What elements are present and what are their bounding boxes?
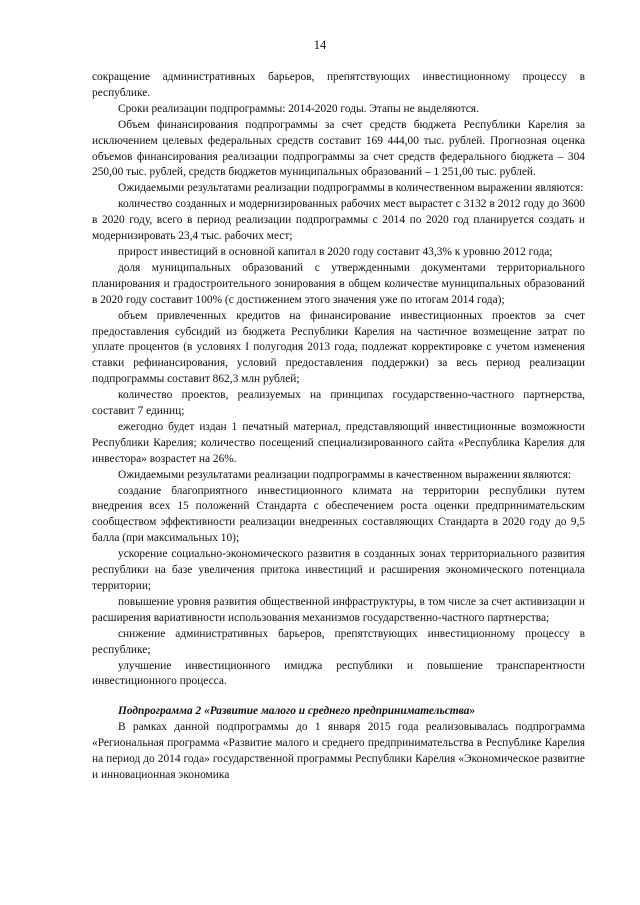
paragraph: количество проектов, реализуемых на принципах государственно-частного партнерства, составит 7 единиц;	[92, 389, 585, 418]
paragraph: Ожидаемыми результатами реализации подпрограммы в количественном выражении являются:	[118, 182, 584, 195]
section-heading: Подпрограмма 2 «Развитие малого и среднего предпринимательства»	[118, 705, 476, 718]
paragraph: повышение уровня развития общественной инфраструктуры, в том числе за счет активизации и расширения вариативности использования механизмов государственно-частного партнерства;	[92, 595, 585, 624]
paragraph: улучшение инвестиционного имиджа республики и повышение транспарентности инвестиционного процесса.	[92, 659, 585, 688]
paragraph: создание благоприятного инвестиционного климата на территории республики путем внедрения всех 15 положений Стандарта с обеспечением роста оценки предпринимательским сообществом эффективности реализации внедренных составляющих Стандарта в 2020 году до 9,5 балла (при максимальных 10);	[92, 484, 585, 545]
paragraph: ежегодно будет издан 1 печатный материал, представляющий инвестиционные возможности Республики Карелия; количество посещений специализированного сайта «Республика Карелия для инвестора» возрастет на 26%.	[92, 420, 585, 465]
paragraph: ускорение социально-экономического развития в созданных зонах территориального развития республики на базе увеличения притока инвестиций и расширения экономического потенциала территории;	[92, 548, 585, 592]
paragraph: Ожидаемыми результатами реализации подпрограммы в качественном выражении являются:	[118, 468, 572, 481]
paragraph: снижение административных барьеров, препятствующих инвестиционному процессу в республике;	[92, 627, 585, 656]
paragraph: Сроки реализации подпрограммы: 2014-2020 годы. Этапы не выделяются.	[118, 102, 479, 115]
paragraph: объем привлеченных кредитов на финансирование инвестиционных проектов за счет предоставления субсидий из бюджета Республики Карелия на частичное возмещение затрат по уплате процентов (в условиях I полугодия 2013 года, подлежат корректировке с учетом изменения ставки рефинансирования, условий предоставления поддержки) за весь период реализации подпрограммы составит 862,3 млн рублей;	[92, 309, 585, 386]
section-paragraph: В рамках данной подпрограммы до 1 января 2015 года реализовывалась подпрограмма «Региональная программа «Развитие малого и среднего предпринимательства в Республике Карелия на период до 2014 года» государственной программы Республики Карелия «Экономическое развитие и инновационная экономика	[92, 721, 585, 781]
paragraph: сокращение административных барьеров, препятствующих инвестиционному процессу в республике.	[92, 71, 585, 99]
paragraph: доля муниципальных образований с утвержденными документами территориального планирования и градостроительного зонирования в общем количестве муниципальных образований в 2020 году составит 100% (с достижением этого значения уже по итогам 2014 года);	[92, 261, 585, 306]
paragraph: количество созданных и модернизированных рабочих мест вырастет с 3132 в 2012 году до 3600 в 2020 году, всего в период реализации подпрограммы с 2014 по 2020 год планируется создать и модернизировать 23,4 тыс. рабочих мест;	[92, 198, 585, 243]
paragraph: Объем финансирования подпрограммы за счет средств бюджета Республики Карелия за исключением целевых федеральных средств составит 169 444,00 тыс. рублей. Прогнозная оценка объемов финансирования реализации подпрограммы за счет средств федерального бюджета – 304 250,00 тыс. рублей, средств бюджетов муниципальных образований – 1 251,00 тыс. рублей.	[92, 118, 585, 179]
document-body	[92, 70, 585, 784]
page-number: 14	[313, 38, 327, 52]
paragraph: прирост инвестиций в основной капитал в 2020 году составит 43,3% к уровню 2012 года;	[118, 245, 553, 258]
